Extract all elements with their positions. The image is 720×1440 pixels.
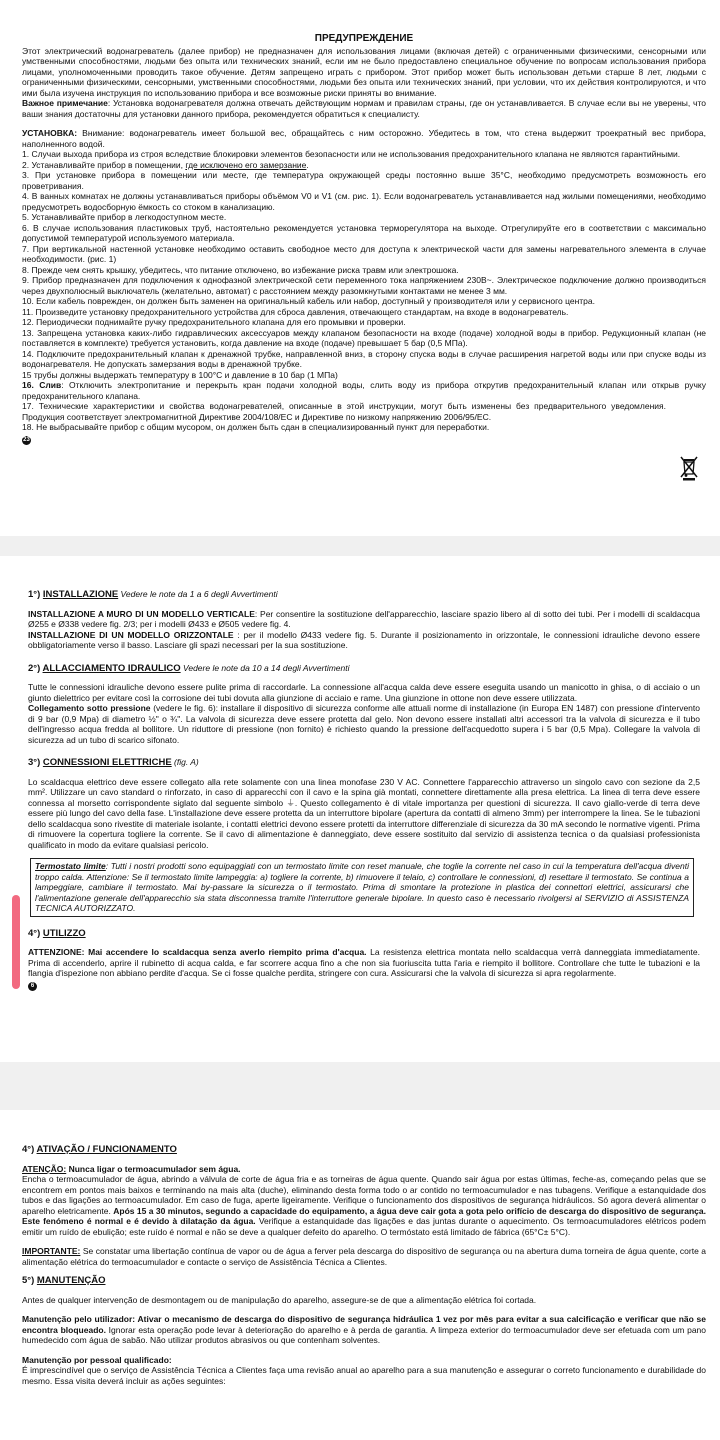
list-item: 4. В ванных комнатах не должны устанавливаться приборы объёмом V0 и V1 (см. рис. 1). Если водонагреватель устанавливается над жилыми помещениями, необходимо предусмотреть водосборную ёмкость со стоком в канализацию. [22, 191, 706, 212]
section-heading: 4°) ATIVAÇÃO / FUNCIONAMENTO [22, 1144, 177, 1155]
list-item: 10. Если кабель поврежден, он должен быть заменен на оригинальный кабель или набор, доступный у производителя или у сервисного центра. [22, 296, 595, 306]
page-pt-operation [0, 1110, 720, 1440]
list-item: 11. Произведите установку предохранительного устройства для сброса давления, отвечающего стандартам, на входе в водонагреватель. [22, 306, 569, 317]
paragraph: INSTALLAZIONE DI UN MODELLO ORIZZONTALE : per il modello Ø433 vedere fig. 5. Durante il posizionamento in orizzontale, le connessioni idrauliche devono essere obbligatoriamente verso il basso. Lasciare gli spazi necessari per la sua sostituzione. [28, 629, 700, 650]
list-item: 2. Устанавливайте прибор в помещении, где исключено его замерзание. [22, 159, 309, 170]
list-item: 8. Прежде чем снять крышку, убедитесь, что питание отключено, во избежание риска травм или электрошока. [22, 264, 459, 275]
section-heading: 2°) ALLACCIAMENTO IDRAULICO Vedere le note da 10 a 14 degli Avvertimenti [28, 662, 350, 674]
paragraph: Manutenção por pessoal qualificado: [22, 1354, 172, 1365]
page-number: 23 [23, 436, 30, 443]
paragraph: Antes de qualquer intervenção de desmontagem ou de manipulação do aparelho, assegure-se de que a alimentação elétrica foi cortada. [22, 1294, 537, 1305]
page-number: 6 [28, 982, 37, 991]
intro-paragraph: Этот электрический водонагреватель (далее прибор) не предназначен для использования лицами (включая детей) с ограниченными физическими, сенсорными или умственными способностями, людьми без опыта или технических знаний, если им не было предоставлено специальное обучение по вопросам использования прибора лицами, уполномоченными проводить такое обучение. Детям запрещено играть с прибором. Этот прибор может быть использован детьми старше 8 лет, людьми с ограниченными физическими, сенсорными, умственными способностями, людьми без опыта или технических знаний, при условии, что их действия контролируются, и что ими была изучена инструкция по использованию прибора и все возможные риски приняты во внимание. [22, 45, 706, 98]
list-item: 18. Не выбрасывайте прибор с общим мусором, он должен быть сдан в специализированный пункт для переработки. [22, 422, 490, 432]
page-title: ПРЕДУПРЕЖДЕНИЕ [314, 33, 414, 44]
list-item: 6. В случае использования пластиковых труб, настоятельно рекомендуется установка терморегулятора на выходе. Отрегулируйте его в соответствии с максимально допустимой температурой используемого материала. [22, 222, 706, 243]
highlight-mark [12, 895, 20, 989]
paragraph: Manutenção pelo utilizador: Ativar o mecanismo de descarga do dispositivo de segurança hidráulica 1 vez por mês para evitar a sua calcificação e verificar que não se encontra bloqueado. Ignorar esta operação pode levar à deterioração do aparelho e à perda de garantia. A limpeza exterior do termoacumulador deve ser efetuada com um pano humedecido com água de sabão. Não utilizar produtos abrasivos ou que contenham solventes. [22, 1314, 706, 1345]
note-text: : Установка водонагревателя должна отвечать действующим нормам и правилам страны, где он устанавливается. В случае если вы не уверены, что ваши знания достаточны для установки данного прибора, рекомендуется обратиться к специалисту. [22, 98, 706, 119]
list-item: 1. Случаи выхода прибора из строя вследствие блокировки элементов безопасности или не использования предохранительного клапана не являются гарантийными. [22, 149, 681, 159]
list-item: 14. Подключите предохранительный клапан к дренажной трубке, направленной вниз, в сторону спуска воды в случае расширения нагретой воды или при спуске воды из водонагревателя. Не допускать замерзания воды в дренажной трубке. [22, 348, 706, 369]
weee-bin-icon [680, 455, 698, 481]
list-item: 7. При вертикальной настенной установке необходимо оставить свободное место для доступа к электрической части для замены нагревательного элемента в случае необходимости. (рис. 1) [22, 243, 706, 264]
page-it-installation [0, 556, 720, 1062]
paragraph: Lo scaldacqua elettrico deve essere collegato alla rete solamente con una linea monofase 230 V AC. Connettere l'apparecchio attraverso un singolo cavo con sezione da 2,5 mm². Utilizzare un cavo standard o rinforzato, in caso di apparecchi con il cavo e la spina già montati, connettere direttamente alla presa elettrica. La linea di terra deve essere connessa al morsetto corrispondente siglato dal seguente simbolo ⏚. Questo collegamento è di vitale importanza per questioni di sicurezza. Il cavo giallo-verde di terra deve essere più lungo del cavo della fase. L'installazione deve essere protetta da un interruttore bipolare (apertura da contatti di almeno 3mm) per interrompere la linea. Se le tubazioni dello scaldacqua sono rivestite di materiale isolante, i contatti elettrici devono essere protetti da interruttore differenziale di sicurezza da 30 mA secondo le normative vigenti. Prima di rimuovere la copertura togliere la corrente. Se il cavo di alimentazione è danneggiato, deve essere sostituito dal servizio di assistenza tecnica o da qualsiasi professionista qualificato in modo da evitare qualsiasi pericolo. [28, 776, 700, 850]
paragraph: Tutte le connessioni idrauliche devono essere pulite prima di raccordarle. La connessione all'acqua calda deve essere eseguita usando un manicotto in ghisa, o di acciaio o un giunto dielettrico per evitare così la corrosione dei tubi dovuta alla giunzione di acciaio e rame. Una giunzione in ottone non deve essere utilizzata. [28, 682, 700, 703]
list-item: 9. Прибор предназначен для подключения к однофазной электрической сети переменного тока напряжением 230В~. Электрическое подключение должно производиться через двухполюсный выключатель (желательно, автомат) с расстоянием между разомкнутыми контактами не менее 3 мм. [22, 275, 706, 296]
list-item: 15 трубы должны выдержать температуру в 100°C и давление в 10 бар (1 МПа) [22, 369, 338, 380]
paragraph: Encha o termoacumulador de água, abrindo a válvula de corte de água fria e as torneiras de água quente. Quando sair água por estas últimas, feche-as, começando pelas que se encontrem em pontos mais baixos e terminando na mais alta (duche), eliminando desta forma todo o ar contido no termoacumulador e nas tubagens. Verifique a estanquidade dos tubos e das ligações ao termoacumulador. Em caso de fuga, aperte ligeiramente. Verifique o funcionamento dos dispositivos de segurança hidráulicos. Só agora deverá alimentar o aparelho eletricamente. Após 15 a 30 minutos, segundo a capacidade do equipamento, a água deve cair gota a gota pelo orifício de descarga do dispositivo de segurança. Este fenómeno é normal e é devido à dilatação da água. Verifique a estanquidade das ligações e das juntas durante o aquecimento. Os termoacumuladores elétricos podem emitir um ruído de ebulição; este ruído é normal e não se deve a qualquer defeito do aparelho. O termóstato está limitado de fábrica (65°C± 5°C). [22, 1174, 706, 1237]
install-label: УСТАНОВКА: [22, 128, 78, 138]
list-item: 17. Технические характеристики и свойства водонагревателей, описанные в этой инструкции, могут быть изменены без предварительного уведомления. Продукция соответствует электромагнитной Директиве 2004/108/ЕС и Директиве по низкому напряжению 2006/95/ЕС. [22, 401, 666, 422]
install-text: Внимание: водонагреватель имеет большой вес, обращайтесь с ним осторожно. Убедитесь в том, что стена выдержит троекратный вес прибора, наполненного водой. [22, 128, 706, 149]
note-paragraph [22, 98, 706, 119]
list-item: 12. Периодически поднимайте ручку предохранительного клапана для его промывки и проверки. [22, 317, 406, 327]
note-label: Важное примечание [22, 98, 108, 108]
paragraph: É imprescindível que o serviço de Assistência Técnica a Clientes faça uma revisão anual ao aparelho para a sua manutenção e assegurar o correto funcionamento e durabilidade do mesmo. Essa visita deverá incluir as ações seguintes: [22, 1365, 706, 1386]
list-item: 5. Устанавливайте прибор в легкодоступном месте. [22, 212, 227, 222]
paragraph: ATENÇÃO: Nunca ligar o termoacumulador sem água. [22, 1163, 241, 1174]
list-item: 3. При установке прибора в помещении или месте, где температура окружающей среды постоянно выше 35°C, необходимо предусмотреть возможность его проветривания. [22, 170, 706, 191]
paragraph: Collegamento sotto pressione (vedere le fig. 6): installare il dispositivo di sicurezza conforme alle attuali norme di installazione (in Europa EN 1487) con pressione d'intervento di 9 bar (0,9 Mpa) di diametro ½" o ¾". La valvola di sicurezza deve essere protetta dal gelo. Non devono essere installati altri accessori tra la valvola di sicurezza e il tubo dell'ingresso acqua fredda al bollitore. Un riduttore di pressione (non fornito) è richiesto quando la pressione dell'acquedotto supera i 5 bar (0,5 Mpa). Collegare la valvola di sicurezza ad un tubo di scarico sifonato. [28, 703, 700, 745]
list-item: 16. Слив: Отключить электропитание и перекрыть кран подачи холодной воды, слить воду из прибора открутив предохранительный клапан или открыв ручку предохранительного клапана. [22, 380, 706, 401]
section-heading: 3°) CONNESSIONI ELETTRICHE (fig. A) [28, 757, 199, 768]
limit-thermostat-box: Termostato limite: Tutti i nostri prodotti sono equipaggiati con un termostato limite con reset manuale, che toglie la corrente nel caso in cui la temperatura dell'acqua diventi troppo calda. Attenzione: Se il termostato limite lampeggia: a) togliere la corrente, b) rimuovere il telaio, c) controllare le connessioni, d) resettare il termostato. Se continua a lampeggiare, cambiare il termostato. Mai by-passare la sicurezza o il termostato. Prima di smontare la protezione in plastica dei connettori elettrici, assicurarsi che l'alimentazione generale dell'apparecchio sia stata disconnessa tramite l'interruttore generale bipolare. In questo caso è necessario rivolgersi al SERVIZIO di ASSISTENZA TECNICA AUTORIZZATO. [30, 858, 694, 917]
section-heading: 4°) UTILIZZO [28, 927, 86, 939]
paragraph: ATTENZIONE: Mai accendere lo scaldacqua senza averlo riempito prima d'acqua. La resistenza elettrica montata nello scaldacqua verrà danneggiata immediatamente. Prima di accenderlo, aprire il rubinetto di acqua calda, e far scorrere acqua fino a che non sia fuoriuscita tutta l'aria e riempito il bollitore. Controllare che tutte le tubazioni e la flangia d'ispezione non abbiano perdite d'acqua. Se ci fosse qualche perdita, stringere con cura. Assicurarsi che la valvola di sicurezza si apra regolarmente. [28, 947, 700, 978]
section-heading: 1°) INSTALLAZIONE Vedere le note da 1 a 6 degli Avvertimenti [28, 589, 278, 600]
paragraph: IMPORTANTE: Se constatar uma libertação contínua de vapor ou de água a ferver pela descarga do dispositivo de segurança ou na abertura duma torneira de água quente, corte a alimentação elétrica do termoacumulador e contacte o serviço de Assistência Técnica a Clientes. [22, 1246, 706, 1267]
list-item: 13. Запрещена установка каких-либо гидравлических аксессуаров между клапаном безопасности на входе (подаче) холодной воды в прибор. Редукционный клапан (не поставляется в комплекте) требуется установить, когда давление на входе (подаче) превышает 5 бар (0,5 МПа). [22, 327, 706, 348]
section-heading: 5°) MANUTENÇÃO [22, 1275, 106, 1286]
paragraph: INSTALLAZIONE A MURO DI UN MODELLO VERTICALE: Per consentire la sostituzione dell'apparecchio, lasciare spazio libero al di sotto dei tubi. Per i modelli di scaldacqua Ø255 e Ø338 vedere fig. 2/3; per i modelli Ø433 e Ø505 vedere fig. 4. [28, 608, 700, 629]
install-paragraph [22, 128, 706, 149]
page-ru-warnings [0, 0, 720, 536]
